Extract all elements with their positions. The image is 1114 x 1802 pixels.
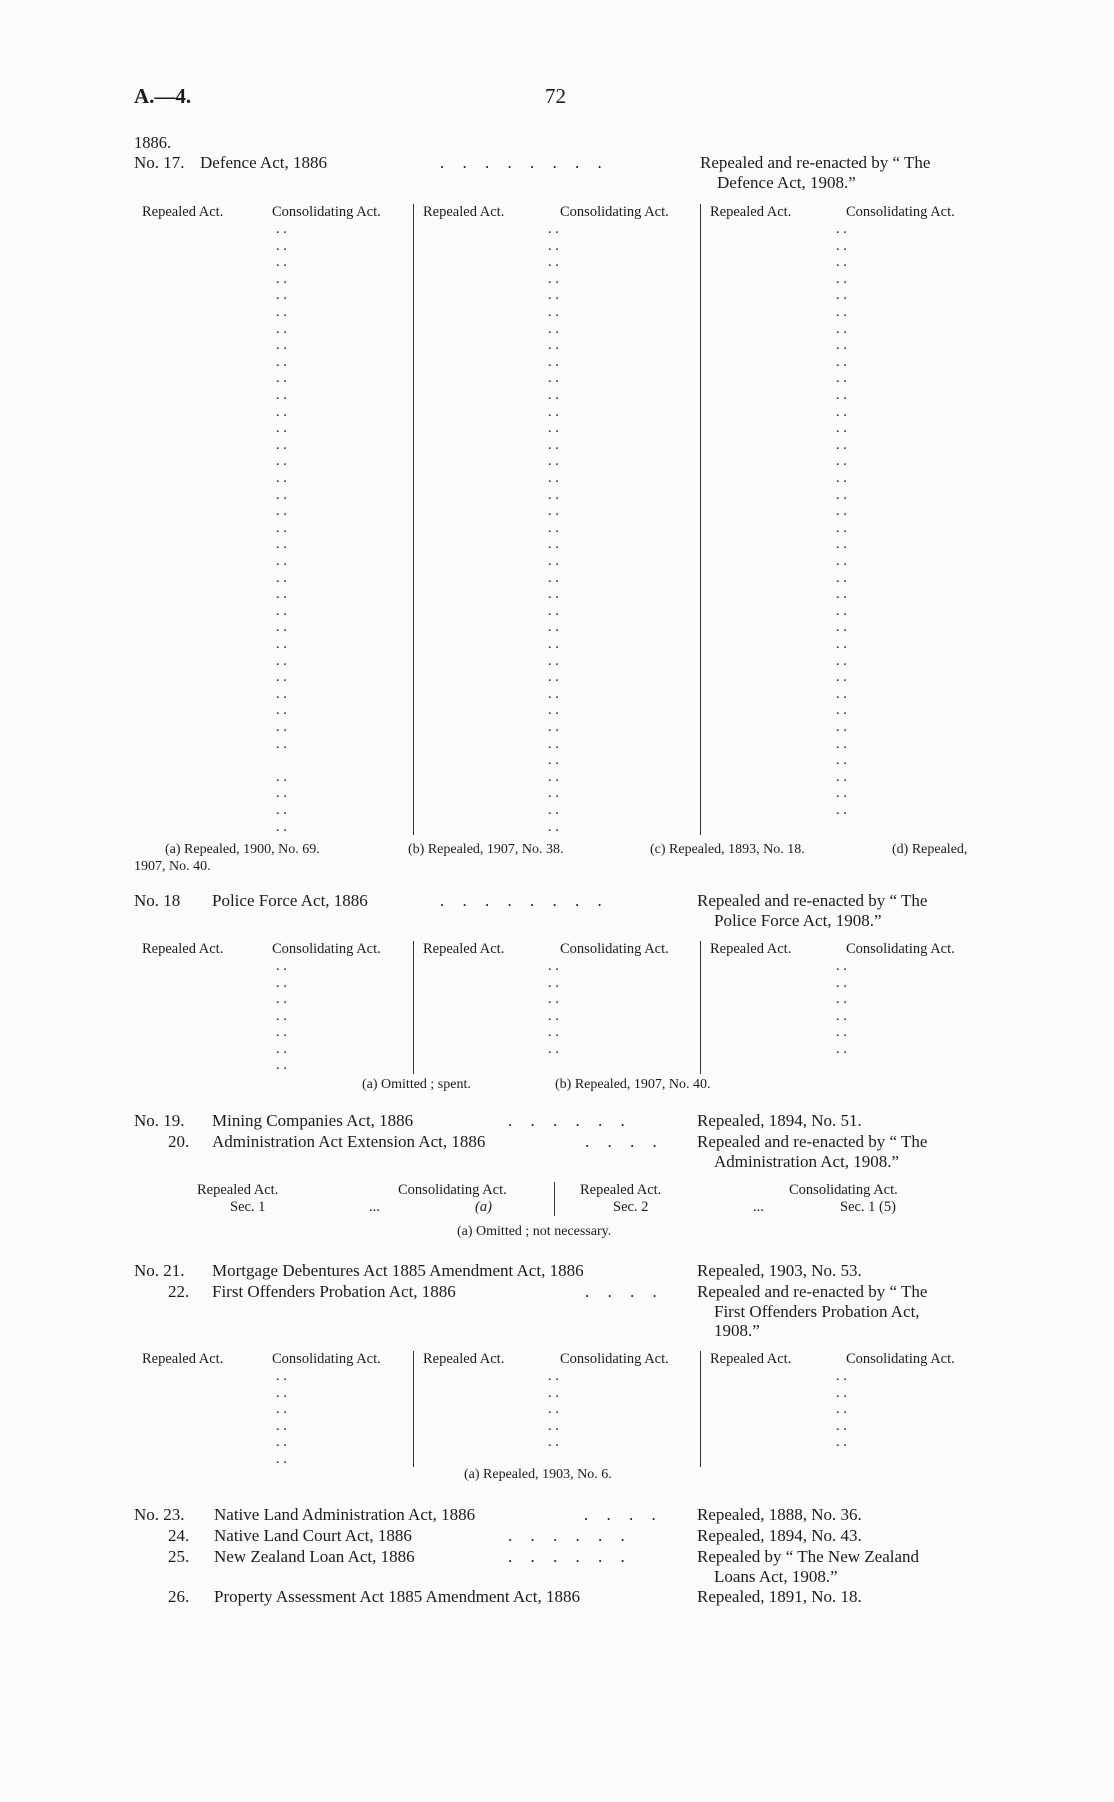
act22-result (697, 1282, 927, 1341)
act19-result: Repealed, 1894, No. 51. (697, 1111, 862, 1130)
act18-result (697, 891, 927, 930)
leader-dots: . . (276, 436, 287, 453)
act18-footnote-a: (a) Omitted ; spent. (362, 1077, 471, 1092)
leader-dots: . . (836, 586, 847, 603)
leader-dots: . . (276, 254, 287, 271)
leader-dots: . . (836, 1024, 847, 1040)
leader-dots: . . (548, 958, 559, 974)
act26-number: 26. (168, 1587, 190, 1606)
leader-dots: . . (836, 1434, 847, 1450)
act17-footnote-c: (c) Repealed, 1893, No. 18. (650, 842, 805, 857)
leader-dots: . . (548, 719, 559, 735)
leader-dots: . . (276, 536, 287, 553)
leader-dots: . . (836, 958, 847, 974)
leader-dots: . . (276, 1007, 287, 1024)
consolidating-section: (a) (475, 1199, 492, 1215)
leader-dots: . . (276, 1450, 287, 1467)
leader-dots: . . (548, 304, 559, 320)
leader-dots: . . (276, 553, 287, 569)
table-header: Repealed Act. (423, 1351, 505, 1367)
table-header: Repealed Act. (710, 1351, 792, 1367)
repealed-section: Sec. 2 (613, 1199, 649, 1215)
leader-dots: . . (276, 685, 287, 702)
leader-dots: . . (836, 652, 847, 669)
act22-result-line3: 1908.” (714, 1321, 760, 1340)
leader-dots: . . (548, 453, 559, 470)
leader-dots: . . (836, 1401, 847, 1417)
act20-number: 20. (168, 1132, 190, 1151)
act19-title: Mining Companies Act, 1886 (212, 1111, 414, 1130)
act26-result: Repealed, 1891, No. 18. (697, 1587, 862, 1606)
act24-result: Repealed, 1894, No. 43. (697, 1526, 862, 1545)
leader-dots: . . (548, 586, 559, 603)
act21-title: Mortgage Debentures Act 1885 Amendment Act, 1886 (212, 1261, 584, 1280)
leader-dots: . . (548, 1368, 559, 1384)
leader-dots: . . (548, 237, 559, 254)
leader-dots: . . (836, 237, 847, 254)
table-header: Consolidating Act. (789, 1182, 898, 1198)
leader-dots: . . (276, 503, 287, 520)
leader-dots: . . (548, 1040, 559, 1057)
act22-leader-dots: . . . . (585, 1282, 664, 1301)
column-rule (413, 1351, 414, 1467)
table-header: Consolidating Act. (272, 941, 381, 957)
leader-dots: . . (276, 420, 287, 437)
act21-result: Repealed, 1903, No. 53. (697, 1261, 862, 1280)
table-header: Consolidating Act. (560, 941, 669, 957)
leader-dots: . . (548, 569, 559, 586)
leader-dots: . . (276, 353, 287, 370)
table-header: Repealed Act. (142, 204, 224, 220)
leader-dots: . . (836, 974, 847, 991)
leader-dots: ... (369, 1199, 380, 1215)
leader-dots: . . (548, 254, 559, 271)
leader-dots: . . (276, 586, 287, 603)
leader-dots: . . (836, 553, 847, 569)
leader-dots: . . (836, 685, 847, 702)
column-rule (700, 204, 701, 835)
act18-result-line2: Police Force Act, 1908.” (714, 910, 882, 930)
leader-dots: . . (836, 1368, 847, 1384)
leader-dots: . . (276, 320, 287, 337)
table-header: Consolidating Act. (846, 941, 955, 957)
leader-dots: . . (836, 403, 847, 420)
leader-dots: . . (276, 1417, 287, 1434)
leader-dots: . . (276, 702, 287, 719)
table-header: Repealed Act. (710, 204, 792, 220)
leader-dots: . . (276, 1434, 287, 1450)
table-header: Consolidating Act. (272, 204, 381, 220)
leader-dots: . . (548, 221, 559, 237)
act17-result-line2: Defence Act, 1908.” (717, 172, 856, 192)
page-reference: A.—4. (134, 84, 192, 108)
act17-footnote-b: (b) Repealed, 1907, No. 38. (408, 842, 564, 857)
act17-result-line1: Repealed and re-enacted by “ The (700, 153, 931, 172)
act20-result-line2: Administration Act, 1908.” (714, 1151, 900, 1171)
leader-dots: . . (276, 1057, 287, 1073)
act23-number: No. 23. (134, 1505, 185, 1524)
leader-dots: . . (276, 569, 287, 586)
leader-dots: . . (276, 453, 287, 470)
table-header: Consolidating Act. (560, 204, 669, 220)
act20-footnote: (a) Omitted ; not necessary. (457, 1224, 612, 1239)
leader-dots: . . (276, 287, 287, 304)
leader-dots: . . (548, 1384, 559, 1401)
column-rule (700, 941, 701, 1074)
leader-dots: . . (836, 636, 847, 652)
act18-leader-dots: . . . . . . . . (440, 891, 609, 910)
leader-dots: ... (753, 1199, 764, 1215)
leader-dots: . . (836, 752, 847, 769)
leader-dots: . . (836, 486, 847, 503)
leader-dots: . . (836, 337, 847, 354)
leader-dots: . . (836, 436, 847, 453)
act24-title: Native Land Court Act, 1886 (214, 1526, 412, 1545)
leader-dots: . . (276, 1040, 287, 1057)
act18-number: No. 18 (134, 891, 181, 910)
leader-dots: . . (548, 752, 559, 769)
leader-dots: . . (836, 470, 847, 486)
act23-title: Native Land Administration Act, 1886 (214, 1505, 476, 1524)
page-number: 72 (545, 84, 566, 108)
table-header: Repealed Act. (580, 1182, 662, 1198)
leader-dots: . . (548, 602, 559, 619)
leader-dots: . . (548, 735, 559, 752)
leader-dots: . . (548, 553, 559, 569)
leader-dots: . . (836, 254, 847, 271)
table-header: Repealed Act. (142, 941, 224, 957)
act17-footnote-a: (a) Repealed, 1900, No. 69. (165, 842, 320, 857)
act17-leader-dots: . . . . . . . . (440, 153, 609, 172)
act20-title: Administration Act Extension Act, 1886 (212, 1132, 486, 1151)
leader-dots: . . (548, 436, 559, 453)
leader-dots: . . (836, 420, 847, 437)
leader-dots: . . (548, 785, 559, 802)
table-header: Repealed Act. (423, 941, 505, 957)
act25-result-line2: Loans Act, 1908.” (714, 1566, 838, 1586)
leader-dots: . . (836, 1417, 847, 1434)
leader-dots: . . (276, 221, 287, 237)
leader-dots: . . (276, 719, 287, 735)
act23-leader-dots: . . . . (584, 1505, 663, 1524)
leader-dots: . . (836, 221, 847, 237)
leader-dots: . . (548, 768, 559, 785)
leader-dots: . . (548, 652, 559, 669)
leader-dots: . . (276, 486, 287, 503)
leader-dots: . . (276, 370, 287, 387)
leader-dots: . . (548, 802, 559, 818)
act17-title: Defence Act, 1886 (200, 153, 327, 172)
leader-dots: . . (548, 270, 559, 287)
leader-dots: . . (548, 486, 559, 503)
leader-dots: . . (276, 958, 287, 974)
act19-number: No. 19. (134, 1111, 185, 1130)
table-header: Repealed Act. (423, 204, 505, 220)
leader-dots: . . (276, 403, 287, 420)
leader-dots: . . (548, 337, 559, 354)
leader-dots: . . (548, 1007, 559, 1024)
leader-dots: . . (548, 1024, 559, 1040)
leader-dots: . . (548, 818, 559, 835)
leader-dots: . . (836, 536, 847, 553)
column-rule (413, 941, 414, 1074)
leader-dots: . . (548, 1434, 559, 1450)
leader-dots: . . (836, 768, 847, 785)
act22-result-line1: Repealed and re-enacted by “ The (697, 1282, 928, 1301)
leader-dots: . . (836, 719, 847, 735)
leader-dots: . . (276, 337, 287, 354)
leader-dots: . . (548, 470, 559, 486)
leader-dots: . . (836, 1040, 847, 1057)
leader-dots: . . (548, 503, 559, 520)
leader-dots: . . (836, 802, 847, 818)
leader-dots: . . (548, 636, 559, 652)
table-header: Repealed Act. (142, 1351, 224, 1367)
leader-dots: . . (548, 387, 559, 403)
leader-dots: . . (276, 1024, 287, 1040)
act20-leader-dots: . . . . (585, 1132, 664, 1151)
leader-dots: . . (548, 370, 559, 387)
act18-result-line1: Repealed and re-enacted by “ The (697, 891, 928, 910)
act20-result-line1: Repealed and re-enacted by “ The (697, 1132, 928, 1151)
act17-footnote-d: (d) Repealed, (892, 842, 968, 857)
leader-dots: . . (548, 991, 559, 1007)
leader-dots: . . (548, 403, 559, 420)
leader-dots: . . (836, 353, 847, 370)
table-header: Consolidating Act. (398, 1182, 507, 1198)
act21-number: No. 21. (134, 1261, 185, 1280)
leader-dots: . . (548, 619, 559, 636)
leader-dots: . . (548, 669, 559, 686)
leader-dots: . . (548, 702, 559, 719)
leader-dots: . . (276, 602, 287, 619)
leader-dots: . . (276, 619, 287, 636)
leader-dots: . . (836, 735, 847, 752)
leader-dots: . . (276, 669, 287, 686)
leader-dots: . . (548, 320, 559, 337)
act22-title: First Offenders Probation Act, 1886 (212, 1282, 456, 1301)
act17-number: No. 17. (134, 153, 185, 172)
act24-number: 24. (168, 1526, 190, 1545)
act17-result (700, 153, 930, 192)
leader-dots: . . (276, 991, 287, 1007)
table-header: Consolidating Act. (846, 204, 955, 220)
act23-result: Repealed, 1888, No. 36. (697, 1505, 862, 1524)
leader-dots: . . (836, 569, 847, 586)
leader-dots: . . (548, 685, 559, 702)
table-header: Repealed Act. (710, 941, 792, 957)
leader-dots: . . (548, 1401, 559, 1417)
leader-dots: . . (276, 768, 287, 785)
column-rule (413, 204, 414, 835)
table-header: Repealed Act. (197, 1182, 279, 1198)
leader-dots: . . (548, 420, 559, 437)
leader-dots: . . (836, 1007, 847, 1024)
leader-dots: . . (276, 1384, 287, 1401)
leader-dots: . . (836, 320, 847, 337)
leader-dots: . . (548, 974, 559, 991)
leader-dots: . . (276, 785, 287, 802)
leader-dots: . . (836, 602, 847, 619)
leader-dots: . . (836, 387, 847, 403)
leader-dots: . . (836, 785, 847, 802)
leader-dots: . . (836, 503, 847, 520)
act22-number: 22. (168, 1282, 190, 1301)
leader-dots: . . (276, 802, 287, 818)
leader-dots: . . (548, 536, 559, 553)
act22-result-line2: First Offenders Probation Act, (714, 1301, 920, 1321)
leader-dots: . . (836, 619, 847, 636)
leader-dots: . . (548, 353, 559, 370)
leader-dots: . . (276, 1401, 287, 1417)
leader-dots: . . (836, 270, 847, 287)
leader-dots: . . (836, 1384, 847, 1401)
act22-footnote: (a) Repealed, 1903, No. 6. (464, 1467, 612, 1482)
leader-dots: . . (276, 1368, 287, 1384)
year-heading: 1886. (134, 133, 172, 152)
table-header: Consolidating Act. (846, 1351, 955, 1367)
leader-dots: . . (276, 270, 287, 287)
leader-dots: . . (276, 652, 287, 669)
act25-result-line1: Repealed by “ The New Zealand (697, 1547, 920, 1566)
leader-dots: . . (276, 304, 287, 320)
leader-dots: . . (276, 519, 287, 536)
act18-title: Police Force Act, 1886 (212, 891, 368, 910)
leader-dots: . . (836, 304, 847, 320)
leader-dots: . . (276, 470, 287, 486)
leader-dots: . . (276, 818, 287, 835)
column-rule (554, 1182, 555, 1216)
leader-dots: . . (836, 519, 847, 536)
table-header: Consolidating Act. (272, 1351, 381, 1367)
leader-dots: . . (836, 453, 847, 470)
repealed-section: Sec. 1 (230, 1199, 266, 1215)
table-header: Consolidating Act. (560, 1351, 669, 1367)
act26-title: Property Assessment Act 1885 Amendment Act, 1886 (214, 1587, 580, 1606)
column-rule (700, 1351, 701, 1467)
act18-footnote-b: (b) Repealed, 1907, No. 40. (555, 1077, 711, 1092)
leader-dots: . . (548, 1417, 559, 1434)
leader-dots: . . (276, 735, 287, 752)
leader-dots: . . (276, 387, 287, 403)
leader-dots: . . (836, 287, 847, 304)
act19-leader-dots: . . . . . . (508, 1111, 632, 1130)
act25-number: 25. (168, 1547, 190, 1566)
leader-dots: . . (836, 702, 847, 719)
act17-footnote-d-cont: 1907, No. 40. (134, 859, 211, 874)
act25-result (697, 1547, 919, 1586)
leader-dots: . . (548, 287, 559, 304)
leader-dots: . . (836, 370, 847, 387)
consolidating-section: Sec. 1 (5) (840, 1199, 896, 1215)
leader-dots: . . (276, 636, 287, 652)
leader-dots: . . (276, 974, 287, 991)
leader-dots: . . (276, 237, 287, 254)
leader-dots: . . (836, 669, 847, 686)
act20-result (697, 1132, 927, 1171)
act25-title: New Zealand Loan Act, 1886 (214, 1547, 415, 1566)
act25-leader-dots: . . . . . . (508, 1547, 632, 1566)
leader-dots: . . (548, 519, 559, 536)
act24-leader-dots: . . . . . . (508, 1526, 632, 1545)
leader-dots: . . (836, 991, 847, 1007)
